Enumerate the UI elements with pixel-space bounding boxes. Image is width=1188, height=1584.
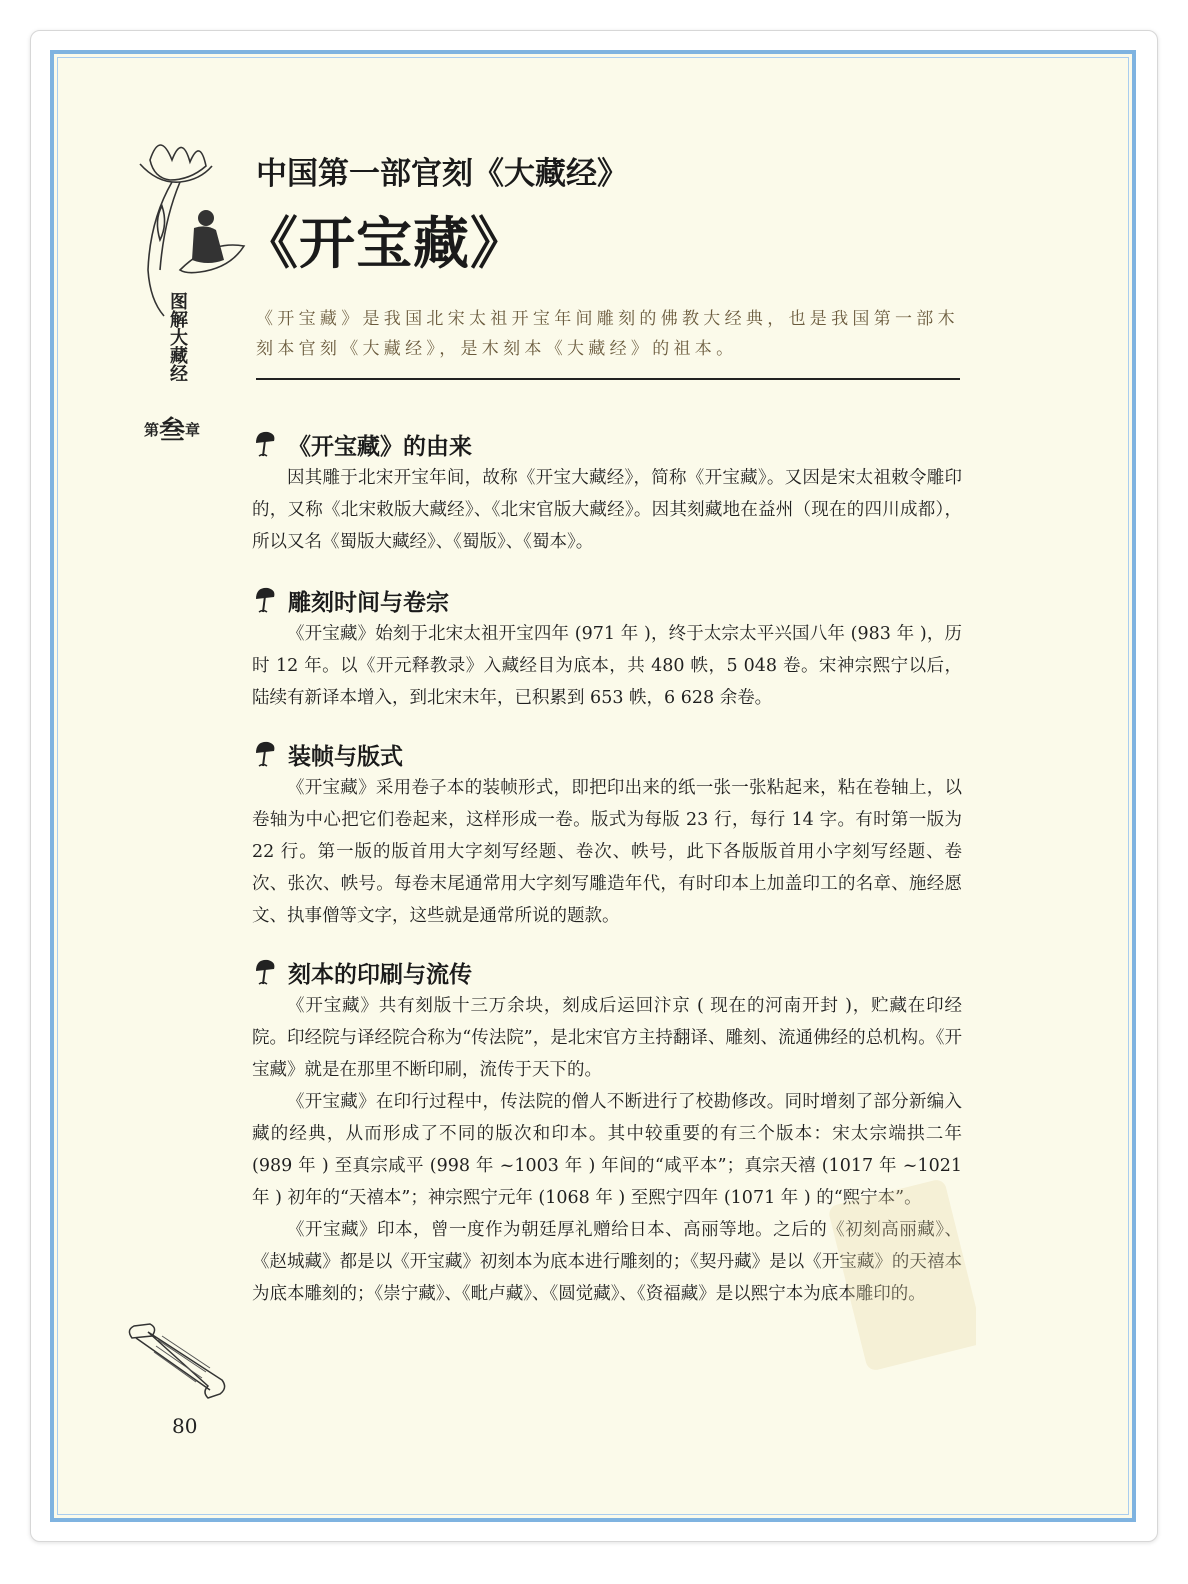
chapter-number: 叁 — [159, 416, 186, 446]
section-paragraph: 《开宝藏》采用卷子本的装帧形式，即把印出来的纸一张一张粘起来，粘在卷轴上，以卷轴为中心把它们卷起来，这样形成一卷。版式为每版 23 行，每行 14 字。有时第一版为 22 行。第一版的版首用大字刻写经题、卷次、帙号，此下各版版首用小字刻写经题、卷次、张次、帙号。每卷末尾通常用大字刻写雕造年代，有时印本上加盖印工的名章、施经愿文、执事僧等文字，这些就是通常所说的题款。 — [252, 778, 962, 926]
section-timeline — [252, 582, 962, 714]
section-title: 雕刻时间与卷宗 — [288, 589, 449, 616]
lotus-figure-ornament — [120, 120, 260, 320]
section-title: 《开宝藏》的由来 — [288, 433, 472, 460]
page-supertitle: 中国第一部官刻《大藏经》 — [256, 156, 628, 192]
section-paragraph: 《开宝藏》印本，曾一度作为朝廷厚礼赠给日本、高丽等地。之后的《初刻高丽藏》、《赵城藏》都是以《开宝藏》初刻本为底本进行雕刻的；《契丹藏》是以《开宝藏》的天禧本为底本雕刻的；《崇宁藏》、《毗卢藏》、《圆觉藏》、《资福藏》是以熙宁本为底本雕印的。 — [252, 1220, 962, 1304]
section-paragraph: 《开宝藏》共有刻版十三万余块，刻成后运回汴京 ( 现在的河南开封 )，贮藏在印经院。印经院与译经院合称为“传法院”，是北宋官方主持翻译、雕刻、流通佛经的总机构。《开宝藏》就是在那里不断印刷，流传于天下的。 — [252, 996, 962, 1080]
divider — [256, 378, 960, 380]
bell-bullet-icon — [252, 585, 278, 615]
intro-paragraph: 《开宝藏》是我国北宋太祖开宝年间雕刻的佛教大经典，也是我国第一部木刻本官刻《大藏经》，是木刻本《大藏经》的祖本。 — [256, 309, 959, 359]
section-paragraph: 《开宝藏》始刻于北宋太祖开宝四年 (971 年 )，终于太宗太平兴国八年 (983 年 )，历时 12 年。以《开元释教录》入藏经目为底本，共 480 帙，5 048 卷。宋神宗熙宁以后，陆续有新译本增入，到北宋末年，已积累到 653 帙，6 628 余卷。 — [252, 624, 962, 708]
section-title: 刻本的印刷与流传 — [288, 961, 472, 988]
chapter-label — [144, 410, 200, 447]
section-paragraph: 因其雕于北宋开宝年间，故称《开宝大藏经》，简称《开宝藏》。又因是宋太祖敕令雕印的，又称《北宋敕版大藏经》、《北宋官版大藏经》。因其刻藏地在益州（现在的四川成都），所以又名《蜀版大藏经》、《蜀版》、《蜀本》。 — [252, 468, 962, 552]
bell-bullet-icon — [252, 429, 278, 459]
scroll-ornament — [124, 1318, 234, 1402]
bell-bullet-icon — [252, 957, 278, 987]
page-number: 80 — [172, 1414, 198, 1438]
section-printing — [252, 954, 962, 1310]
chapter-prefix: 第 — [144, 421, 160, 439]
bell-bullet-icon — [252, 739, 278, 769]
section-title: 装帧与版式 — [288, 743, 403, 770]
chapter-suffix: 章 — [185, 421, 201, 439]
section-origin — [252, 426, 962, 558]
section-binding — [252, 736, 962, 932]
section-paragraph: 《开宝藏》在印行过程中，传法院的僧人不断进行了校勘修改。同时增刻了部分新编入藏的经典，从而形成了不同的版次和印本。其中较重要的有三个版本：宋太宗端拱二年 (989 年 ) 至真宗咸平 (998 年 ~1003 年 ) 年间的“咸平本”；真宗天禧 (1017 年 ~1021 年 ) 初年的“天禧本”；神宗熙宁元年 (1068 年 ) 至熙宁四年 (1071 年 ) 的“熙宁本”。 — [252, 1092, 962, 1208]
book-title-vertical: 图解大藏经 — [167, 292, 188, 382]
page-title: 《开宝藏》 — [242, 212, 527, 277]
